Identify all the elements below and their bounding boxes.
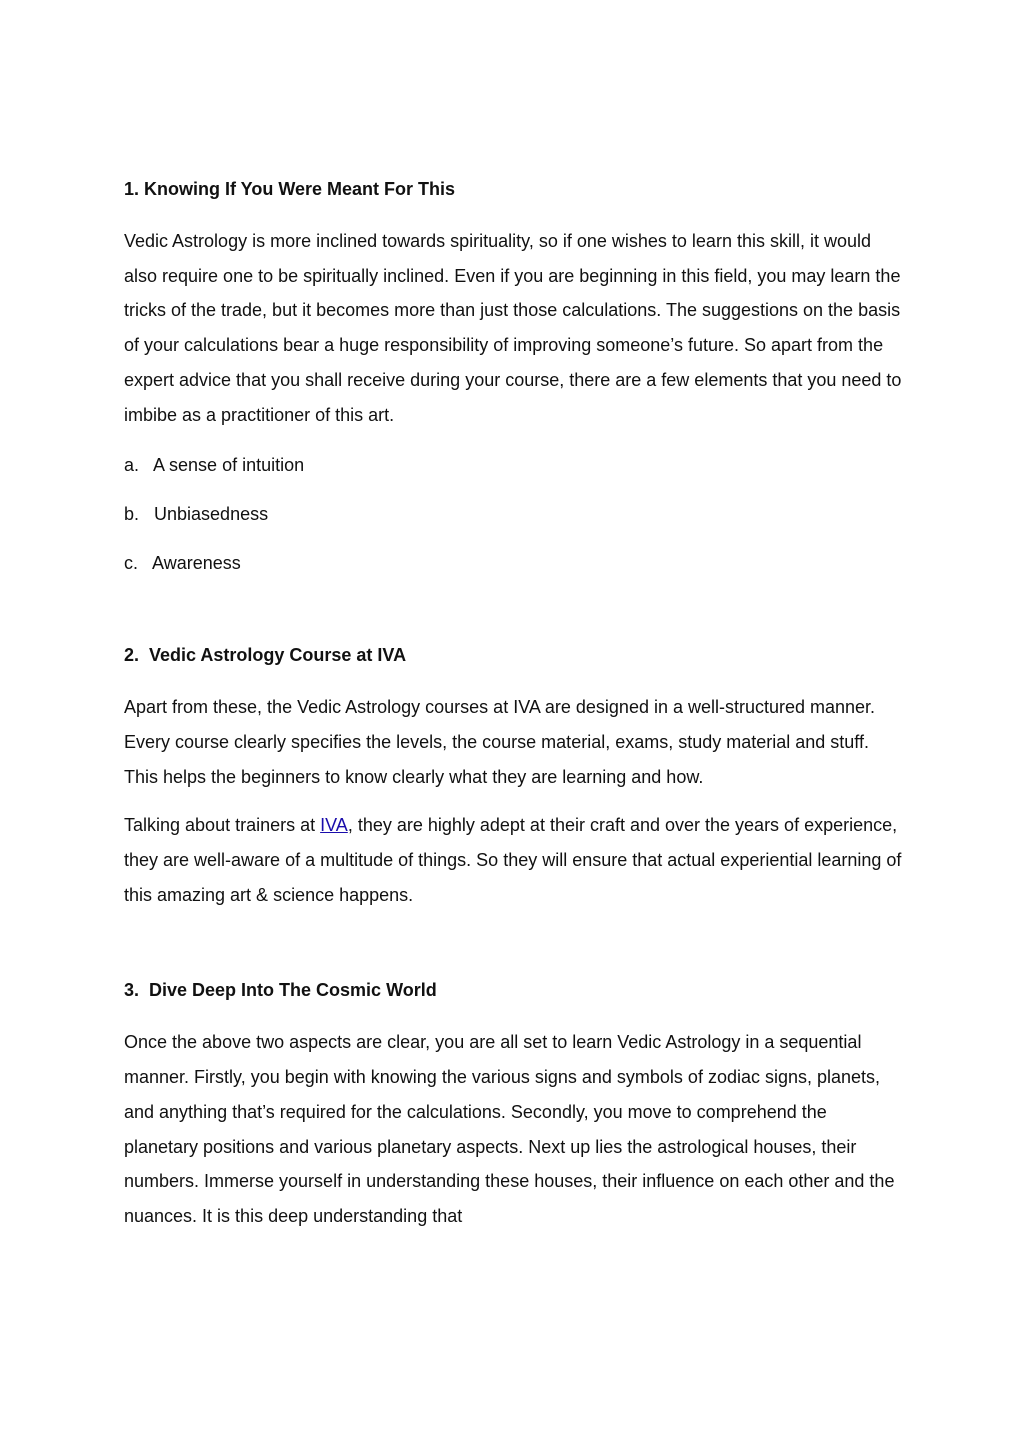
iva-link[interactable]: IVA — [320, 815, 348, 836]
section-paragraph-knowing: Vedic Astrology is more inclined towards spirituality, so if one wishes to learn this skill, it would also require one to be spiritually inclined. Even if you are beginning in this field, you may learn the tricks of the trade, but it becomes more than just those calculations. The suggestions on the basis of your calculations bear a huge responsibility of improving someone’s future. So apart from the expert advice that you shall receive during your course, there are a few elements that you need to imbibe as a practitioner of this art. — [124, 231, 902, 425]
trainers-text-before: Talking about trainers at — [124, 815, 321, 836]
list-item-intuition: a. A sense of intuition — [124, 455, 305, 476]
section-heading-cosmic: 3. Dive Deep Into The Cosmic World — [124, 980, 437, 1001]
trainers-text-after: , they are highly adept at their craft and over the years of experience, they are well-aware of a multitude of things. So they will ensure that actual experiential learning of this amazing art & science happens. — [124, 815, 902, 905]
list-item-unbiasedness: b. Unbiasedness — [124, 504, 269, 525]
document-page — [124, 175, 904, 1234]
section-paragraph-trainers — [124, 808, 904, 912]
section-paragraph-course: Apart from these, the Vedic Astrology courses at IVA are designed in a well-structured manner. Every course clearly specifies the levels, the course material, exams, study material and stuff. This helps the beginners to know clearly what they are learning and how. — [124, 697, 876, 787]
list-item-awareness: c. Awareness — [124, 553, 241, 574]
section-paragraph-cosmic: Once the above two aspects are clear, you are all set to learn Vedic Astrology in a sequential manner. Firstly, you begin with knowing the various signs and symbols of zodiac signs, planets, and anything that’s required for the calculations. Secondly, you move to comprehend the planetary positions and various planetary aspects. Next up lies the astrological houses, their numbers. Immerse yourself in understanding these houses, their influence on each other and the nuances. It is this deep understanding that — [124, 1032, 895, 1226]
section-heading-course: 2. Vedic Astrology Course at IVA — [124, 645, 407, 666]
section-heading-knowing: 1. Knowing If You Were Meant For This — [124, 179, 456, 199]
